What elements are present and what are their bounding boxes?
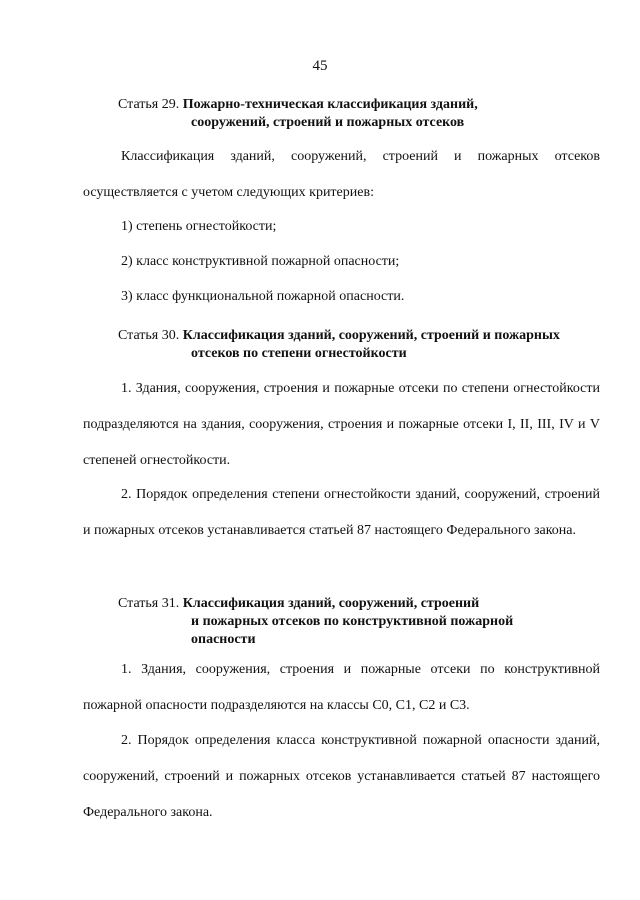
page-number: 45 (312, 58, 328, 74)
article-31-paragraph-1: 1. Здания, сооружения, строения и пожарные отсеки по конструктивной пожарной опасности подразделяются на классы С0, С1, С2 и С3. (83, 662, 600, 713)
article-31-prefix: Статья 31. (118, 596, 180, 611)
article-31-paragraph-2: 2. Порядок определения класса конструктивной пожарной опасности зданий, сооружений, строений и пожарных отсеков устанавливается статьей 87 настоящего Федерального закона. (83, 733, 600, 820)
article-30-prefix: Статья 30. (118, 328, 180, 343)
article-30-title-line2: отсеков по степени огнестойкости (191, 346, 407, 361)
article-30-paragraph-2: 2. Порядок определения степени огнестойкости зданий, сооружений, строений и пожарных отсеков устанавливается статьей 87 настоящего Федерального закона. (83, 487, 600, 538)
article-31-title-line1: Классификация зданий, сооружений, строений (182, 596, 480, 611)
article-29-paragraph: Классификация зданий, сооружений, строений и пожарных отсеков осуществляется с учетом следующих критериев: (83, 149, 600, 200)
article-29-heading (118, 96, 618, 132)
article-30-title-line1: Классификация зданий, сооружений, строений и пожарных (182, 328, 560, 343)
article-29-item-3: 3) класс функциональной пожарной опасности. (121, 289, 405, 304)
article-29-item-2: 2) класс конструктивной пожарной опасности; (121, 254, 400, 269)
article-30-paragraph-1: 1. Здания, сооружения, строения и пожарные отсеки по степени огнестойкости подразделяются на здания, сооружения, строения и пожарные отсеки I, II, III, IV и V степеней огнестойкости. (83, 381, 600, 468)
article-31-title-line2: и пожарных отсеков по конструктивной пожарной (191, 614, 514, 629)
article-31-heading (118, 595, 618, 649)
article-29-title-line2: сооружений, строений и пожарных отсеков (191, 115, 465, 130)
article-30-heading (118, 327, 618, 363)
article-31-title-line3: опасности (191, 632, 256, 647)
article-29-title-line1: Пожарно-техническая классификация зданий, (182, 97, 478, 112)
article-29-item-1: 1) степень огнестойкости; (121, 219, 277, 234)
article-29-prefix: Статья 29. (118, 97, 180, 112)
